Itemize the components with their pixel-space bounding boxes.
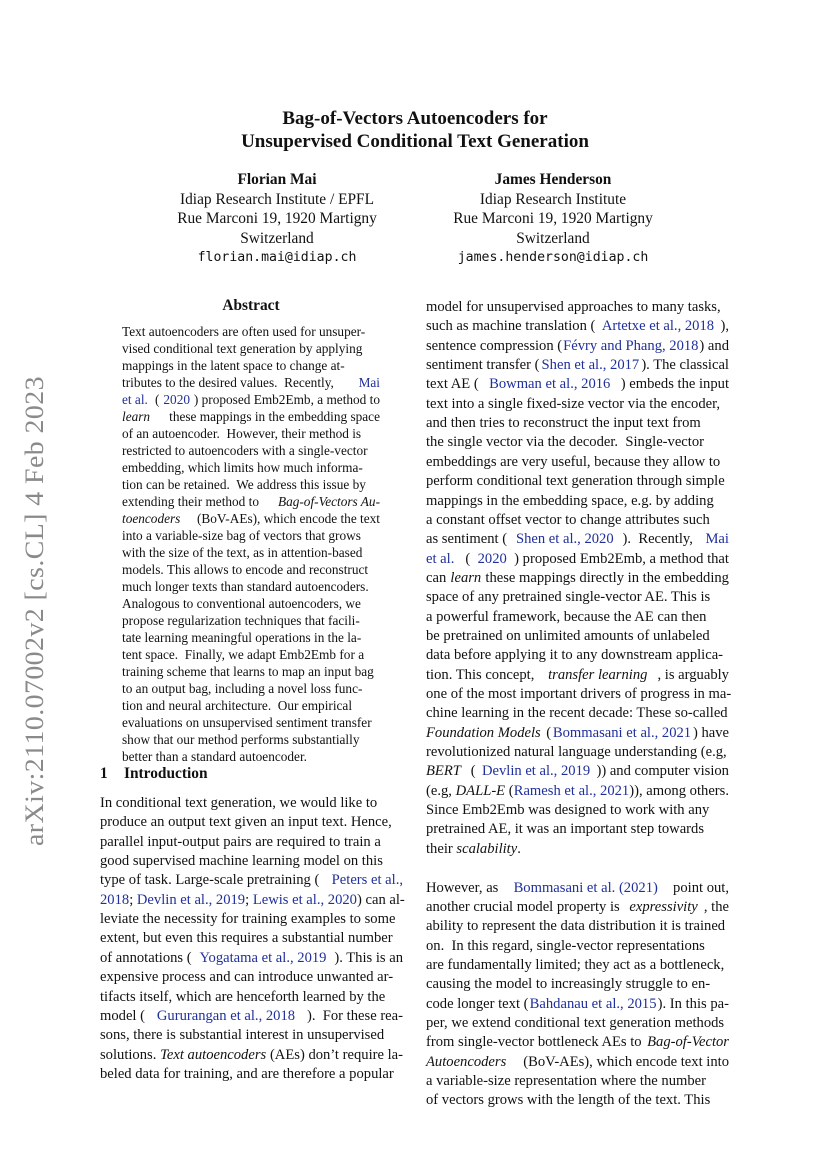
text-line [100,813,403,832]
text-line [122,680,380,697]
text-line [426,550,729,569]
text-segment: tifacts itself, which are henceforth learned by the [100,988,386,1005]
emphasis-text: toencoders [122,511,181,526]
text-segment: text into a single fixed-size vector via the encoder, [426,395,721,412]
text-line [426,801,729,820]
text-line [426,762,729,781]
text-line [426,530,729,549]
text-line [426,782,729,801]
text-line [426,975,729,994]
text-line [122,748,380,765]
text-segment: )), among others. [629,782,729,799]
text-segment: (BoV-AEs), which encode text into [519,1053,729,1070]
text-line [100,1065,403,1084]
text-line [426,937,729,956]
text-segment: much longer texts than standard autoencoders. [122,579,369,594]
text-segment: sons, there is substantial interest in unsupervised [100,1027,385,1044]
text-line [122,442,380,459]
text-line [426,666,729,685]
text-line [122,663,380,680]
text-line [426,743,729,762]
text-segment: evaluations on unsupervised sentiment transfer [122,715,372,730]
citation-link[interactable]: Peters et al., [331,872,403,889]
text-segment: sentiment transfer ( [426,357,540,374]
text-segment: as sentiment ( [426,531,508,548]
citation-link[interactable]: Bommasani et al., 2021 [552,724,692,741]
text-segment: ( [151,392,160,407]
text-line [122,544,380,561]
emphasis-text: expressivity [629,898,698,915]
text-segment: ) proposed Emb2Emb, a method to [193,392,380,407]
text-line [426,956,729,975]
emphasis-text: Bag-of-Vectors Au- [277,494,380,509]
text-line [122,561,380,578]
section-number: 1 [100,765,108,782]
text-line [426,298,729,317]
text-segment: . [517,840,521,857]
citation-link[interactable]: et al. [122,392,148,407]
text-line [122,697,380,714]
text-line [122,493,380,510]
text-line [426,608,729,627]
text-segment: restricted to autoencoders with a single-vector [122,443,368,458]
citation-link[interactable]: Ramesh et al., 2021 [513,782,630,799]
text-segment: solutions. [100,1046,161,1063]
text-segment: ( [461,550,471,567]
paper-title-line-2: Unsupervised Conditional Text Generation [241,131,589,152]
text-segment: on. In this regard, single-vector representations [426,937,705,954]
text-line [426,337,729,356]
text-line [122,595,380,612]
arxiv-identifier-text: arXiv:2110.07002v2 [cs.CL] 4 Feb 2023 [19,399,49,846]
text-line [426,588,729,607]
text-line [122,731,380,748]
author-email[interactable]: james.henderson@idiap.ch [457,250,649,266]
citation-link[interactable]: Artetxe et al., 2018 [601,318,715,335]
text-line [100,1046,403,1065]
text-segment: be pretrained on unlimited amounts of unlabeled [426,627,710,644]
text-segment: models. This allows to encode and reconstruct [122,562,369,577]
text-line [100,968,403,987]
text-line [122,612,380,629]
text-segment: However, as [426,879,503,896]
text-segment: ; [129,891,137,908]
text-segment: extent, but even this requires a substantial number [100,930,393,947]
text-line [122,646,380,663]
emphasis-text: BERT [426,763,461,780]
text-segment: ) embeds the input [620,376,729,393]
text-line [100,949,403,968]
text-segment: Text autoencoders are often used for unsuper- [122,324,366,339]
text-segment: ), [720,318,729,335]
text-line [426,375,729,394]
text-line [426,356,729,375]
text-segment: sentence compression ( [426,337,563,354]
author-country: Switzerland [240,229,314,247]
author-affiliation: Idiap Research Institute / EPFL [179,190,375,208]
text-segment: (AEs) don’t require la- [266,1046,403,1063]
text-segment: ) proposed Emb2Emb, a method that [514,550,729,567]
text-segment: expensive process and can introduce unwanted ar- [100,969,394,986]
author-address: Rue Marconi 19, 1920 Martigny [453,210,653,228]
text-line [426,1072,729,1091]
citation-link[interactable]: et al. [426,550,455,567]
text-line [122,510,380,527]
text-line [426,414,729,433]
text-line [122,714,380,731]
text-line [426,995,729,1014]
text-line [426,646,729,665]
text-segment: Since Emb2Emb was designed to work with any [426,802,710,819]
text-line [426,704,729,723]
text-segment: causing the model to increasingly struggle to en- [426,976,711,993]
citation-link[interactable]: 2020 [477,550,507,567]
text-segment: and then tries to reconstruct the input text from [426,415,701,432]
text-line [122,459,380,476]
text-segment: ). In this pa- [657,995,729,1012]
text-segment: perform conditional text generation through simple [426,473,725,490]
text-segment: tion can be retained. We address this issue by [122,477,366,492]
text-segment: embeddings are very useful, because they allow to [426,453,721,470]
text-line [426,685,732,704]
paper-title-line-1: Bag-of-Vectors Autoencoders for [282,108,548,129]
text-segment: ; [245,891,253,908]
text-segment: tion and neural architecture. Our empirical [122,698,353,713]
citation-link[interactable]: Bowman et al., 2016 [489,376,611,393]
text-line [426,879,729,898]
text-segment: , is arguably [657,666,729,683]
text-segment: a constant offset vector to change attributes such [426,511,710,528]
author-email[interactable]: florian.mai@idiap.ch [197,250,357,266]
text-segment: ) and [699,337,729,354]
text-segment: another crucial model property is [426,898,624,915]
text-line [426,395,729,414]
text-line [122,340,380,357]
text-segment: space of any pretrained single-vector AE. This is [426,589,711,606]
text-line [426,724,729,743]
text-line [426,820,729,839]
text-segment: the single vector via the decoder. Single-vector [426,434,704,451]
text-line [122,476,380,493]
citation-link[interactable]: Shen et al., 2017 [541,357,640,374]
text-segment: these mappings directly in the embedding [481,569,729,586]
text-line [426,627,729,646]
emphasis-text: Text autoencoders [160,1046,267,1063]
author-address: Rue Marconi 19, 1920 Martigny [177,210,377,228]
text-segment: a powerful framework, because the AE can then [426,608,707,625]
text-segment: into a variable-size bag of vectors that grows [122,528,361,543]
text-segment: propose regularization techniques that facili- [122,613,360,628]
emphasis-text: Bag-of-Vector [647,1034,729,1051]
text-segment: better than a standard autoencoder. [122,749,307,764]
text-line [100,852,403,871]
text-line [122,425,380,442]
text-segment: beled data for training, and are therefore a popular [100,1065,394,1082]
text-segment: tion. This concept, [426,666,539,683]
text-segment: ( [542,724,552,741]
section-heading-introduction [100,765,208,783]
text-segment: (BoV-AEs), which encode the text [193,511,380,526]
text-segment: tributes to the desired values. Recently, [122,375,338,390]
citation-link[interactable]: Févry and Phang, 2018 [563,337,699,354]
citation-link[interactable]: 2018 [100,891,130,908]
citation-link[interactable]: Lewis et al., 2020 [252,891,357,908]
text-segment: with the size of the text, as in attention-based [122,545,363,560]
text-segment: model ( [100,1007,145,1024]
text-line [426,433,729,452]
author-country: Switzerland [516,229,590,247]
citation-link[interactable]: Gururangan et al., 2018 [156,1007,296,1024]
text-segment: good supervised machine learning model on this [100,853,383,870]
text-segment: leviate the necessity for training examples to some [100,911,396,928]
text-segment: embedding, which limits how much informa- [122,460,363,475]
text-segment: ). The classical [641,357,729,374]
text-segment: are fundamentally limited; they act as a bottleneck, [426,956,725,973]
author-name: Florian Mai [237,171,317,188]
text-line [100,910,403,929]
emphasis-text: learn [450,569,482,586]
abstract-heading: Abstract [222,297,280,314]
text-line [100,988,403,1007]
text-segment: to an output bag, including a novel loss func- [122,681,363,696]
text-segment: ). Recently, [622,531,697,548]
text-line [426,1091,729,1110]
text-segment: of annotations ( [100,949,192,966]
text-line [426,317,729,336]
text-segment: vised conditional text generation by applying [122,341,363,356]
text-segment: revolutionized natural language understanding (e.g, [426,744,727,761]
text-line [426,898,729,917]
text-segment: ). This is an [334,949,403,966]
text-line [122,391,380,408]
text-segment: Analogous to conventional autoencoders, we [122,596,361,611]
text-segment: these mappings in the embedding space [165,409,380,424]
text-segment: chine learning in the recent decade: These so-called [426,705,728,722]
text-segment: can [426,569,450,586]
text-line [426,492,729,511]
text-line [122,323,380,340]
emphasis-text: learn [122,409,151,424]
text-line [426,1033,729,1052]
author-block [428,170,678,268]
text-segment: text AE ( [426,376,479,393]
text-line [100,891,403,910]
citation-link[interactable]: Yogatama et al., 2019 [199,949,327,966]
text-line [122,629,380,646]
text-segment: )) and computer vision [596,763,729,780]
text-segment: ( [505,782,514,799]
text-segment: point out, [669,879,729,896]
text-segment: data before applying it to any downstream applica- [426,647,724,664]
text-line [426,511,729,530]
emphasis-text: Autoencoders [426,1053,507,1070]
paper-title [100,107,730,153]
citation-link[interactable]: Bahdanau et al., 2015 [529,995,657,1012]
text-segment: extending their method to [122,494,263,509]
author-block [152,170,402,268]
text-segment: parallel input-output pairs are required to train a [100,833,381,850]
text-segment: In conditional text generation, we would like to [100,795,378,811]
text-segment: of an autoencoder. However, their method is [122,426,362,441]
text-segment: model for unsupervised approaches to many tasks, [426,299,721,315]
text-segment: mappings in the embedding space, e.g. by adding [426,492,714,509]
text-segment: ). For these rea- [306,1007,403,1024]
citation-link[interactable]: Mai [705,531,729,548]
text-line [426,840,729,859]
citation-link[interactable]: 2020 [163,392,190,407]
text-line [122,408,380,425]
text-segment: (e.g, [426,782,456,799]
text-segment: ability to represent the data distribution it is trained [426,918,726,935]
text-line [426,569,729,588]
text-segment: ( [467,763,476,780]
text-line [100,929,403,948]
arxiv-identifier [16,376,50,846]
text-segment: training scheme that learns to map an input bag [122,664,374,679]
text-segment: type of task. Large-scale pretraining ( [100,872,320,889]
text-line [426,453,729,472]
text-line [100,1007,403,1026]
text-segment: mappings in the latent space to change at- [122,358,345,373]
text-segment: per, we extend conditional text generation methods [426,1014,725,1031]
text-line [426,1014,729,1033]
text-segment: , the [703,898,729,915]
citation-link[interactable]: Bommasani et al. (2021) [513,879,658,896]
emphasis-text: Foundation Models [426,724,541,741]
text-segment: show that our method performs substantially [122,732,360,747]
text-segment: ) can al- [356,891,405,908]
text-line [426,1053,729,1072]
text-line [100,833,403,852]
text-segment: a variable-size representation where the number [426,1073,706,1089]
text-line [122,374,380,391]
emphasis-text: DALL-E [455,782,506,799]
emphasis-text: transfer learning [548,666,648,683]
text-segment: code longer text ( [426,995,529,1012]
citation-link[interactable]: Devlin et al., 2019 [136,891,246,908]
text-segment: ) have [692,724,729,741]
text-segment: such as machine translation ( [426,318,596,335]
emphasis-text: scalability [456,840,518,857]
citation-link[interactable]: Devlin et al., 2019 [481,763,591,780]
text-segment: tent space. Finally, we adapt Emb2Emb for a [122,647,365,662]
text-line [426,472,729,491]
text-line [426,917,729,936]
citation-link[interactable]: Mai [358,375,380,390]
text-line [100,1026,403,1045]
text-segment: their [426,840,457,857]
text-line [122,578,380,595]
text-segment: pretrained AE, it was an important step towards [426,821,705,838]
text-segment: of vectors grows with the length of the text. This [426,1092,711,1109]
text-line [100,794,403,813]
author-name: James Henderson [494,171,612,188]
text-segment: from single-vector bottleneck AEs to [426,1034,646,1051]
text-line [122,357,380,374]
text-segment: one of the most important drivers of progress in ma- [426,686,732,702]
text-segment: produce an output text given an input text. Hence, [100,814,392,831]
text-line [100,871,403,890]
citation-link[interactable]: Shen et al., 2020 [515,531,614,548]
author-affiliation: Idiap Research Institute [479,190,627,208]
text-segment: tate learning meaningful operations in the la- [122,630,362,645]
section-title: Introduction [124,765,208,782]
text-line [122,527,380,544]
